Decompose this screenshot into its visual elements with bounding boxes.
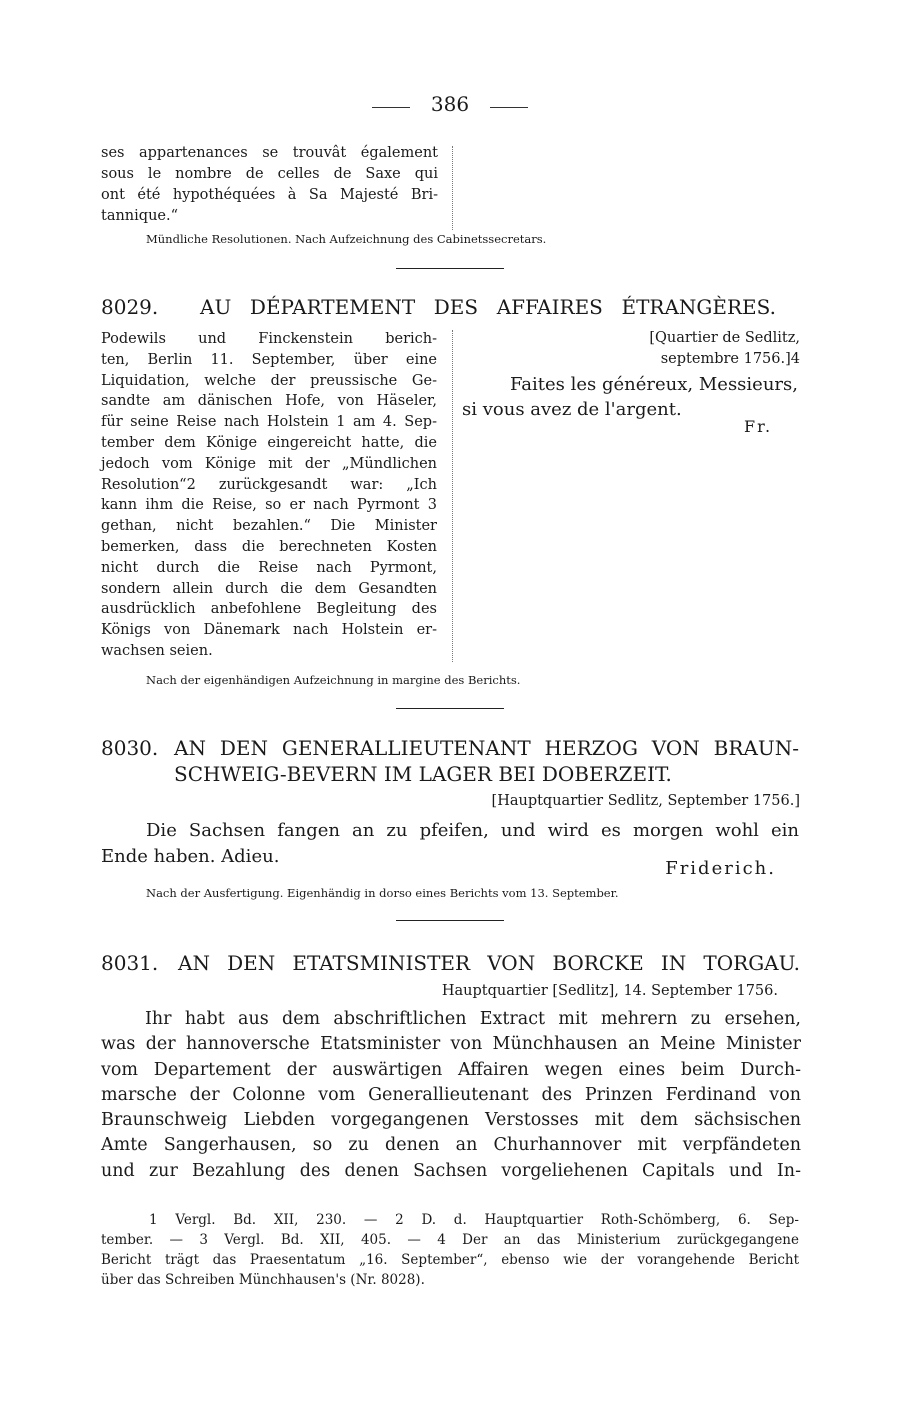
footnote-line: 1 Vergl. Bd. XII, 230. — 2 D. d. Hauptquartier Roth-Schömberg, 6. Sep- [149,1212,799,1228]
page-number: 386 [430,92,470,116]
text-line: ses appartenances se trouvât également [101,145,438,161]
summary-line: ten, Berlin 11. September, über eine [101,351,437,368]
text-line: und zur Bezahlung des denen Sachsen vorgeliehenen Capitals und In- [101,1160,801,1181]
summary-line: kann ihm die Reise, so er nach Pyrmont 3 [101,497,437,514]
column-divider [452,146,453,230]
text-line: si vous avez de l'argent. [462,399,682,420]
text-line: marsche der Colonne vom Generallieutenant des Prinzen Ferdinand von [101,1084,801,1105]
footnote-line: Bericht trägt das Praesentatum „16. September“, ebenso wie der vorangehende Bericht [101,1252,799,1268]
footnote-line: tember. — 3 Vergl. Bd. XII, 405. — 4 Der an das Ministerium zurückgegangene [101,1232,799,1248]
text-line: Ende haben. Adieu. [101,846,280,867]
text-line: Amte Sangerhausen, so zu denen an Churhannover mit verpfändeten [101,1135,801,1156]
doc-8030-signature: Friderich. [665,858,776,879]
doc-8030-source: Nach der Ausfertigung. Eigenhändig in dorso eines Berichts vom 13. September. [146,886,619,900]
text-line: ont été hypothéquées à Sa Majesté Bri- [101,187,438,203]
doc-8029-summary [101,329,437,662]
summary-line: bemerken, dass die berechneten Kosten [101,538,437,555]
footnotes [101,1210,799,1290]
doc-8029-heading: AU DÉPARTEMENT DES AFFAIRES ÉTRANGÈRES. [200,295,776,319]
previous-document-text [101,143,438,227]
text-line: was der hannoversche Etatsminister von Münchhausen an Meine Minister [101,1034,801,1055]
summary-line: sondern allein durch die dem Gesandten [101,580,437,597]
doc-8029-number: 8029. [101,295,159,319]
summary-line: Podewils und Finckenstein berich- [101,331,437,347]
doc-8031-heading: AN DEN ETATSMINISTER VON BORCKE IN TORGAU. [178,951,800,975]
doc-8030-heading-2: SCHWEIG-BEVERN IM LAGER BEI DOBERZEIT. [174,762,672,786]
summary-line: nicht durch die Reise nach Pyrmont, [101,559,437,576]
doc-8030-number: 8030. [101,736,159,760]
summary-line: wachsen seien. [101,642,213,659]
doc-8031-dateline: Hauptquartier [Sedlitz], 14. September 1756. [441,983,778,999]
header-dash-right [490,107,528,108]
doc-8030-heading-1: AN DEN GENERALLIEUTENANT HERZOG VON BRAUN- [174,736,799,760]
doc-8029-dateline-2: septembre 1756.]4 [660,351,800,367]
text-line: Faites les généreux, Messieurs, [510,374,798,395]
summary-line: für seine Reise nach Holstein 1 am 4. Sep- [101,414,437,431]
doc-8029-text [462,372,798,422]
doc-8031-number: 8031. [101,951,159,975]
summary-line: jedoch vom Könige mit der „Mündlichen [101,455,437,472]
text-line: tannique.“ [101,208,179,224]
summary-line: Liquidation, welche der preussische Ge- [101,372,437,389]
section-rule [396,920,504,921]
section-rule [396,708,504,709]
section-rule [396,268,504,269]
summary-line: gethan, nicht bezahlen.“ Die Minister [101,518,437,535]
text-line: Braunschweig Liebden vorgegangenen Verstosses mit dem sächsischen [101,1110,801,1131]
summary-line: sandte am dänischen Hofe, von Häseler, [101,393,437,410]
footnote-line: über das Schreiben Münchhausen's (Nr. 8028). [101,1272,425,1288]
summary-line: Resolution“2 zurückgesandt war: „Ich [101,476,437,493]
text-line: Ihr habt aus dem abschriftlichen Extract mit mehrern zu ersehen, [145,1009,801,1029]
summary-line: tember dem Könige eingereicht hatte, die [101,434,437,451]
doc-8030-dateline: [Hauptquartier Sedlitz, September 1756.] [491,793,800,809]
doc-8029-signature: Fr. [744,417,773,436]
text-line: Die Sachsen fangen an zu pfeifen, und wird es morgen wohl ein [146,820,799,841]
text-line: vom Departement der auswärtigen Affairen wegen eines beim Durch- [101,1059,801,1080]
column-divider [452,330,453,662]
doc-8029-dateline-1: [Quartier de Sedlitz, [649,330,800,346]
summary-line: ausdrücklich anbefohlene Begleitung des [101,601,437,618]
doc-8031-text [101,1007,801,1184]
text-line: sous le nombre de celles de Saxe qui [101,166,438,182]
previous-document-source: Mündliche Resolutionen. Nach Aufzeichnung des Cabinetssecretars. [146,232,547,246]
doc-8029-source: Nach der eigenhändigen Aufzeichnung in margine des Berichts. [146,673,521,687]
summary-line: Königs von Dänemark nach Holstein er- [101,622,437,639]
